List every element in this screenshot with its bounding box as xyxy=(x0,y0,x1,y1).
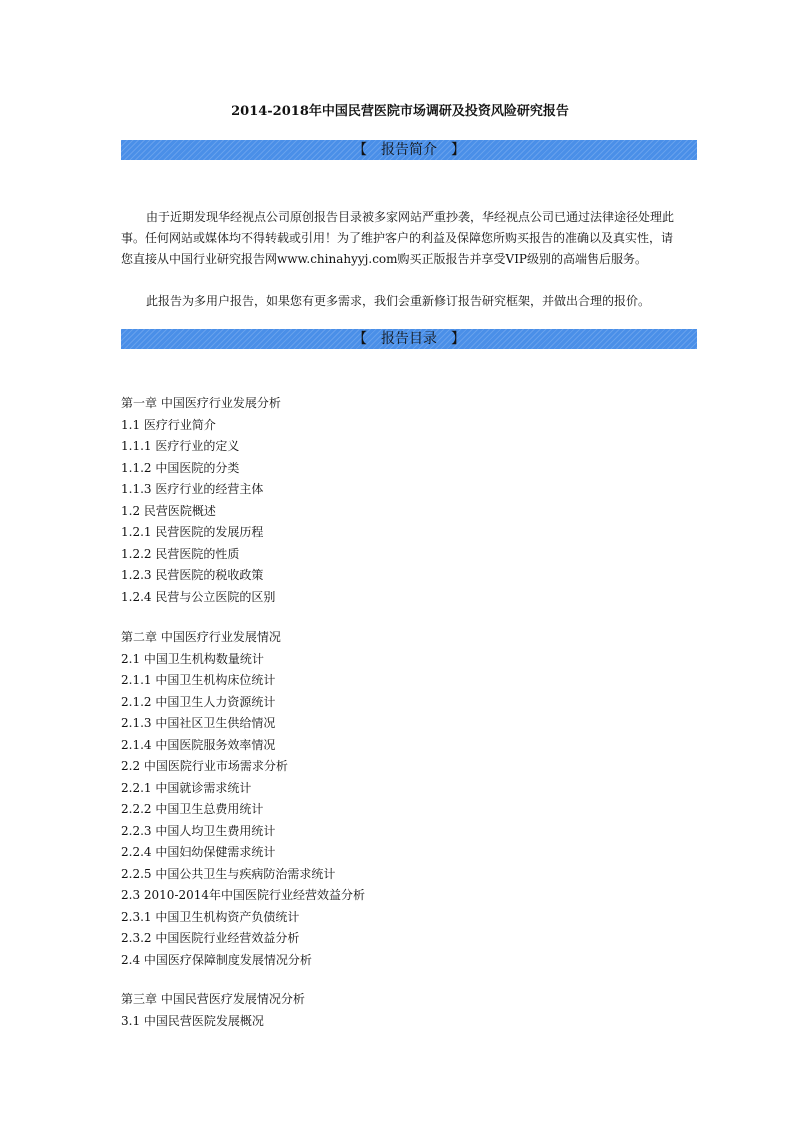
toc-entry: 1.1 医疗行业简介 xyxy=(121,417,216,432)
toc-entry: 2.3 2010-2014年中国医院行业经营效益分析 xyxy=(121,888,366,902)
toc-chapter-2 xyxy=(121,627,681,971)
toc-chapter-heading: 第三章 中国民营医疗发展情况分析 xyxy=(121,992,305,1006)
toc-entry: 1.2.4 民营与公立医院的区别 xyxy=(121,589,276,604)
toc-entry: 2.1.2 中国卫生人力资源统计 xyxy=(121,694,276,709)
toc-entry: 2.2.2 中国卫生总费用统计 xyxy=(121,802,264,816)
banner-report-toc: 【 报告目录 】 xyxy=(121,329,697,349)
toc-entry: 2.1.3 中国社区卫生供给情况 xyxy=(121,716,276,730)
toc-entry: 1.2 民营医院概述 xyxy=(121,503,216,518)
toc-entry: 2.4 中国医疗保障制度发展情况分析 xyxy=(121,952,312,967)
toc-entry: 2.2.5 中国公共卫生与疾病防治需求统计 xyxy=(121,866,336,881)
intro-paragraph-1: 由于近期发现华经视点公司原创报告目录被多家网站严重抄袭，华经视点公司已通过法律途径处理此事。任何网站或媒体均不得转载或引用！为了维护客户的利益及保障您所购买报告的准确以及真实性，请您直接从中国行业研究报告网www.chinahyyj.com购买正版报告并享受VIP级别的高端售后服务。 xyxy=(121,210,675,266)
toc-entry: 2.2.3 中国人均卫生费用统计 xyxy=(121,823,276,838)
toc-entry: 1.1.3 医疗行业的经营主体 xyxy=(121,482,264,496)
toc-entry: 1.2.1 民营医院的发展历程 xyxy=(121,525,264,539)
toc-entry: 2.2 中国医院行业市场需求分析 xyxy=(121,759,288,773)
toc-entry: 2.3.2 中国医院行业经营效益分析 xyxy=(121,931,300,945)
toc-entry: 2.2.4 中国妇幼保健需求统计 xyxy=(121,845,276,859)
toc-chapter-1 xyxy=(121,393,681,608)
toc-entry: 2.2.1 中国就诊需求统计 xyxy=(121,780,252,795)
toc-entry: 1.2.3 民营医院的税收政策 xyxy=(121,568,264,582)
intro-paragraph-2: 此报告为多用户报告，如果您有更多需求，我们会重新修订报告研究框架，并做出合理的报价。 xyxy=(146,294,651,308)
toc-entry: 1.1.1 医疗行业的定义 xyxy=(121,439,240,453)
toc-chapter-heading: 第一章 中国医疗行业发展分析 xyxy=(121,396,281,410)
banner-report-intro: 【 报告简介 】 xyxy=(121,140,697,160)
toc-chapter-heading: 第二章 中国医疗行业发展情况 xyxy=(121,630,281,644)
toc-chapter-3 xyxy=(121,989,681,1032)
toc-entry: 3.1 中国民营医院发展概况 xyxy=(121,1013,264,1028)
toc-entry: 1.1.2 中国医院的分类 xyxy=(121,460,240,475)
toc-entry: 2.1.4 中国医院服务效率情况 xyxy=(121,737,276,752)
toc-entry: 2.3.1 中国卫生机构资产负债统计 xyxy=(121,909,300,924)
report-title: 2014-2018年中国民营医院市场调研及投资风险研究报告 xyxy=(231,104,569,119)
toc-entry: 2.1.1 中国卫生机构床位统计 xyxy=(121,673,276,687)
toc-entry: 2.1 中国卫生机构数量统计 xyxy=(121,651,264,666)
toc-entry: 1.2.2 民营医院的性质 xyxy=(121,546,240,561)
